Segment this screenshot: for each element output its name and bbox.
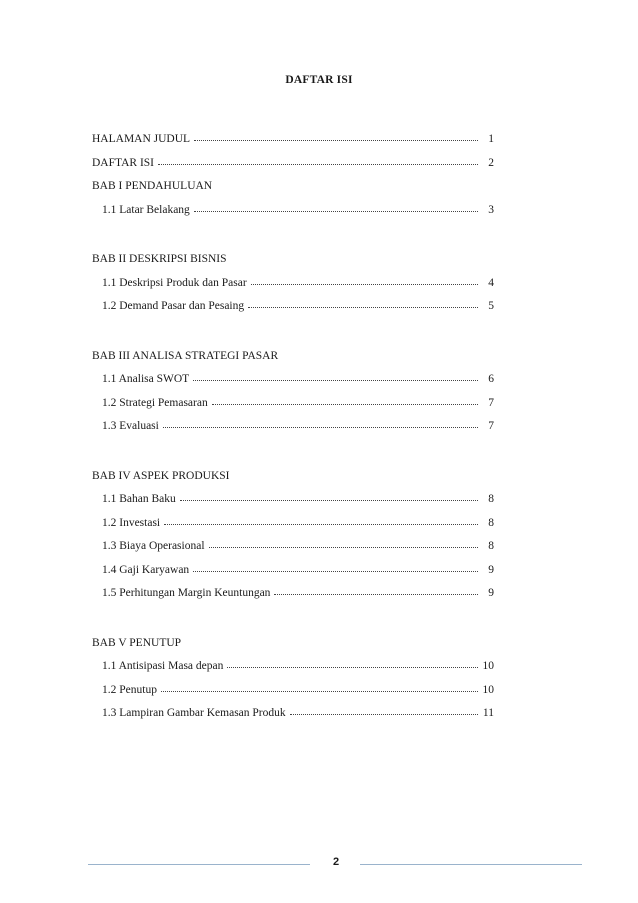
dot-leader bbox=[290, 714, 478, 715]
toc-entry-page: 2 bbox=[488, 156, 494, 169]
footer-divider-left bbox=[88, 864, 310, 865]
dot-leader bbox=[194, 211, 478, 212]
toc-entry[interactable] bbox=[92, 295, 494, 319]
toc-entry-page: 7 bbox=[488, 396, 494, 409]
dot-leader bbox=[251, 284, 478, 285]
toc-entry-page: 6 bbox=[488, 373, 494, 385]
toc-entry-page: 11 bbox=[482, 707, 494, 719]
page-title: DAFTAR ISI bbox=[285, 74, 353, 86]
footer-page-number: 2 bbox=[332, 856, 340, 868]
toc-chapter-heading[interactable]: BAB III ANALISA STRATEGI PASAR bbox=[92, 349, 279, 362]
toc-entry-label: 1.3 Biaya Operasional bbox=[102, 540, 205, 552]
footer-divider-right bbox=[360, 864, 582, 865]
toc-entry-page: 9 bbox=[488, 587, 494, 599]
toc-entry-label: 1.3 Evaluasi bbox=[102, 420, 159, 432]
toc-entry-label: HALAMAN JUDUL bbox=[92, 133, 191, 145]
toc-entry-page: 10 bbox=[482, 683, 494, 696]
dot-leader bbox=[193, 571, 478, 572]
toc-entry-label: 1.2 Investasi bbox=[102, 516, 161, 529]
toc-section-bab-4 bbox=[92, 465, 494, 606]
toc-entry-page: 5 bbox=[488, 300, 494, 312]
toc-entry-page: 8 bbox=[488, 540, 494, 552]
toc-entry[interactable] bbox=[92, 535, 494, 559]
toc-entry-label: DAFTAR ISI bbox=[92, 156, 155, 169]
dot-leader bbox=[180, 500, 478, 501]
toc-entry-label: 1.1 Analisa SWOT bbox=[102, 373, 190, 385]
toc-chapter-heading[interactable]: BAB V PENUTUP bbox=[92, 636, 182, 649]
toc-entry-label: 1.1 Antisipasi Masa depan bbox=[102, 660, 224, 672]
toc-chapter-heading[interactable]: BAB I PENDAHULUAN bbox=[92, 180, 213, 192]
dot-leader bbox=[248, 307, 478, 308]
toc-entry-label: 1.2 Demand Pasar dan Pesaing bbox=[102, 300, 245, 312]
toc-entry-page: 9 bbox=[488, 563, 494, 576]
toc-entry-page: 10 bbox=[482, 660, 494, 672]
toc-section-bab-3 bbox=[92, 345, 494, 439]
toc-entry[interactable] bbox=[92, 152, 494, 176]
toc-entry[interactable] bbox=[92, 655, 494, 679]
toc-entry-label: 1.5 Perhitungan Margin Keuntungan bbox=[102, 587, 271, 599]
toc-section-front bbox=[92, 128, 494, 222]
table-of-contents bbox=[92, 128, 494, 752]
toc-entry-label: 1.1 Deskripsi Produk dan Pasar bbox=[102, 276, 247, 289]
dot-leader bbox=[158, 164, 478, 165]
dot-leader bbox=[194, 140, 478, 141]
toc-chapter-heading[interactable]: BAB II DESKRIPSI BISNIS bbox=[92, 253, 227, 265]
dot-leader bbox=[212, 404, 478, 405]
toc-entry-label: 1.1 Latar Belakang bbox=[102, 203, 190, 216]
toc-entry[interactable] bbox=[92, 512, 494, 536]
dot-leader bbox=[227, 667, 478, 668]
toc-entry-page: 8 bbox=[488, 493, 494, 505]
toc-entry-page: 7 bbox=[488, 420, 494, 432]
toc-entry[interactable] bbox=[92, 272, 494, 296]
toc-entry-label: 1.3 Lampiran Gambar Kemasan Produk bbox=[102, 707, 286, 719]
toc-entry[interactable] bbox=[92, 488, 494, 512]
toc-entry-page: 1 bbox=[488, 133, 494, 145]
dot-leader bbox=[163, 427, 478, 428]
toc-chapter-heading[interactable]: BAB IV ASPEK PRODUKSI bbox=[92, 469, 230, 482]
toc-entry[interactable] bbox=[92, 128, 494, 152]
toc-entry-label: 1.4 Gaji Karyawan bbox=[102, 563, 190, 576]
toc-section-bab-2 bbox=[92, 248, 494, 319]
toc-section-bab-5 bbox=[92, 632, 494, 726]
dot-leader bbox=[161, 691, 478, 692]
toc-entry-page: 4 bbox=[488, 276, 494, 289]
toc-entry[interactable] bbox=[92, 392, 494, 416]
dot-leader bbox=[209, 547, 478, 548]
toc-entry[interactable] bbox=[92, 559, 494, 583]
toc-entry[interactable] bbox=[92, 702, 494, 726]
dot-leader bbox=[164, 524, 478, 525]
toc-entry[interactable] bbox=[92, 582, 494, 606]
toc-entry-page: 8 bbox=[488, 516, 494, 529]
toc-entry[interactable] bbox=[92, 199, 494, 223]
toc-entry[interactable] bbox=[92, 415, 494, 439]
toc-entry-label: 1.2 Strategi Pemasaran bbox=[102, 396, 208, 409]
toc-entry-label: 1.1 Bahan Baku bbox=[102, 493, 176, 505]
toc-entry[interactable] bbox=[92, 679, 494, 703]
dot-leader bbox=[274, 594, 478, 595]
dot-leader bbox=[193, 380, 478, 381]
toc-entry-page: 3 bbox=[488, 203, 494, 216]
toc-entry-label: 1.2 Penutup bbox=[102, 683, 157, 696]
toc-entry[interactable] bbox=[92, 368, 494, 392]
